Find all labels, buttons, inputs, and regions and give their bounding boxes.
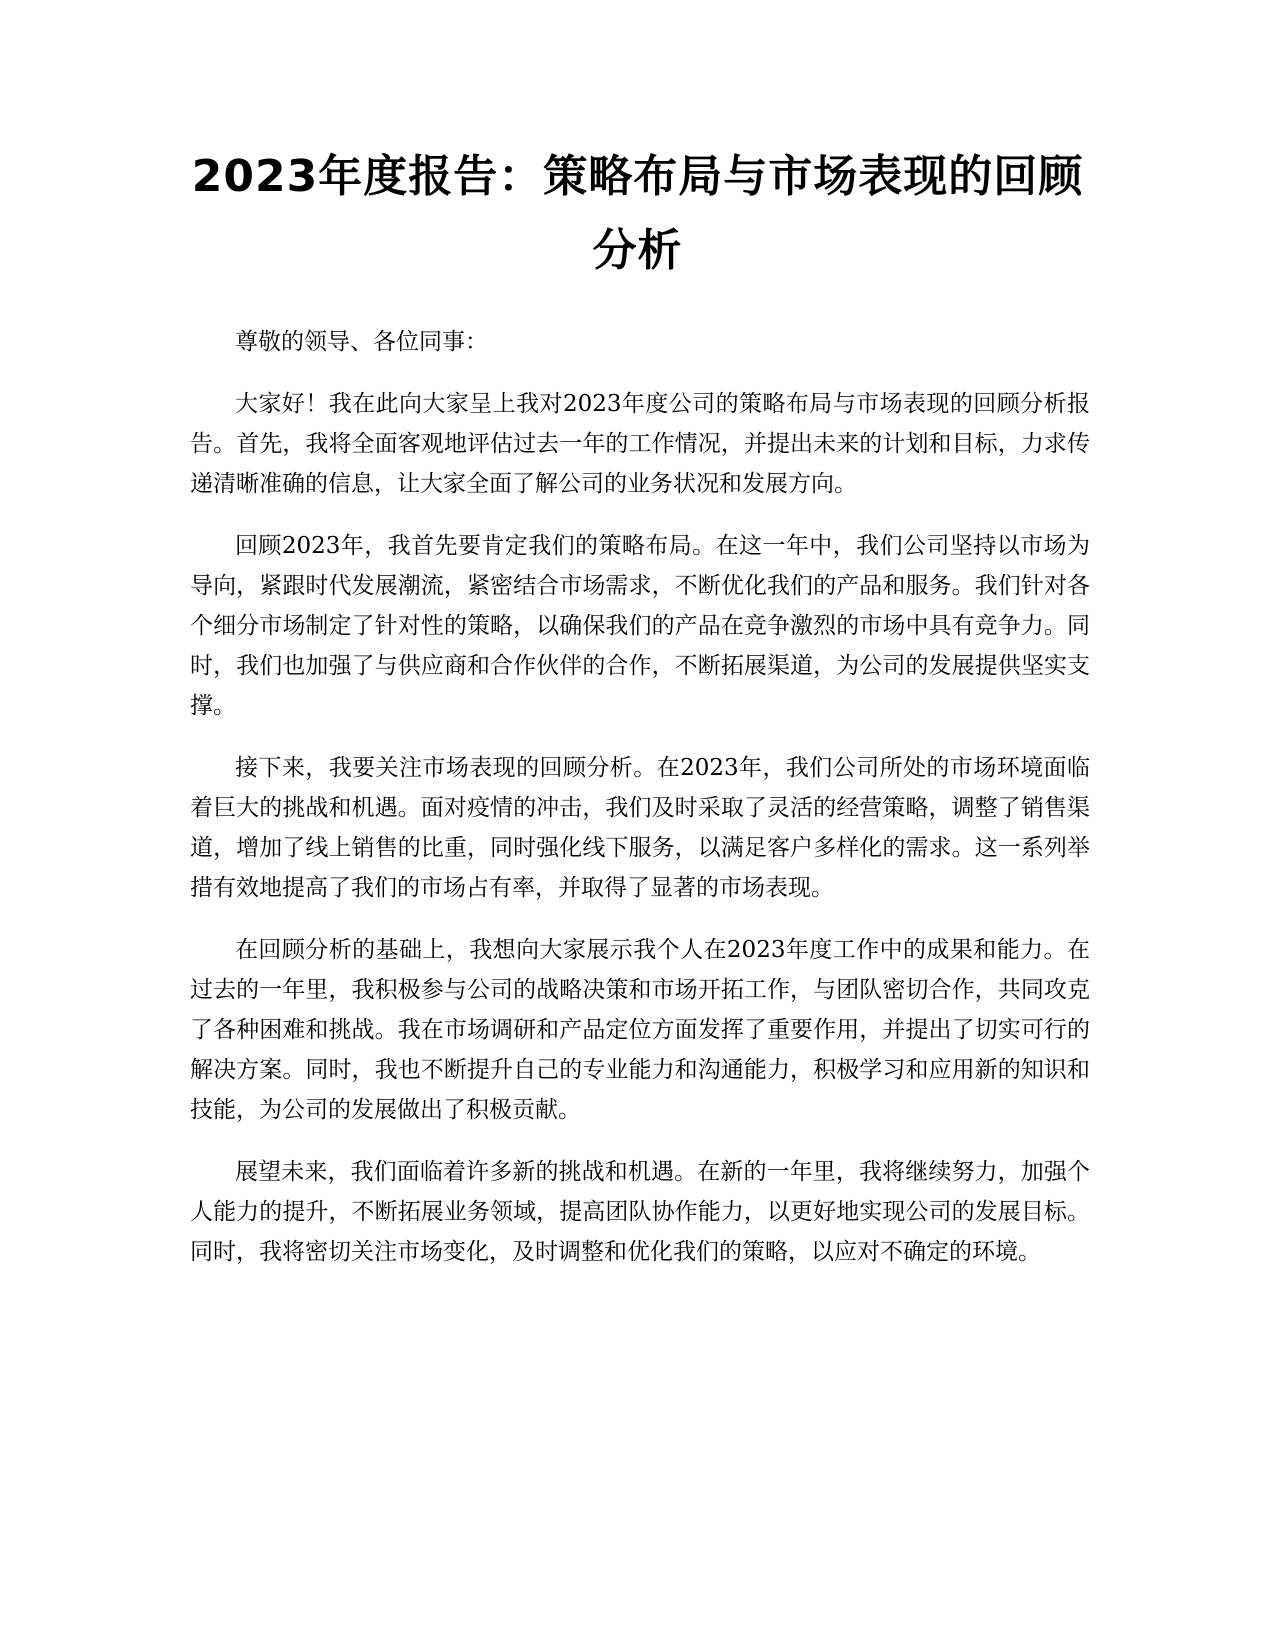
document-title: 2023年度报告：策略布局与市场表现的回顾分析 (191, 151, 1084, 276)
paragraph-5: 展望未来，我们面临着许多新的挑战和机遇。在新的一年里，我将继续努力，加强个人能力的提升，不断拓展业务领域，提高团队协作能力，以更好地实现公司的发展目标。同时，我将密切关注市场变化，及时调整和优化我们的策略，以应对不确定的环境。 (190, 1159, 1090, 1265)
paragraph-4: 在回顾分析的基础上，我想向大家展示我个人在2023年度工作中的成果和能力。在过去的一年里，我积极参与公司的战略决策和市场开拓工作，与团队密切合作，共同攻克了各种困难和挑战。我在市场调研和产品定位方面发挥了重要作用，并提出了切实可行的解决方案。同时，我也不断提升自己的专业能力和沟通能力，积极学习和应用新的知识和技能，为公司的发展做出了积极贡献。 (190, 937, 1090, 1123)
document-body (190, 322, 1090, 1294)
paragraph-1: 大家好！我在此向大家呈上我对2023年度公司的策略布局与市场表现的回顾分析报告。首先，我将全面客观地评估过去一年的工作情况，并提出未来的计划和目标，力求传递清晰准确的信息，让大家全面了解公司的业务状况和发展方向。 (190, 391, 1090, 497)
salutation: 尊敬的领导、各位同事： (235, 329, 488, 355)
paragraph-3: 接下来，我要关注市场表现的回顾分析。在2023年，我们公司所处的市场环境面临着巨大的挑战和机遇。面对疫情的冲击，我们及时采取了灵活的经营策略，调整了销售渠道，增加了线上销售的比重，同时强化线下服务，以满足客户多样化的需求。这一系列举措有效地提高了我们的市场占有率，并取得了显著的市场表现。 (190, 755, 1090, 901)
paragraph-2: 回顾2023年，我首先要肯定我们的策略布局。在这一年中，我们公司坚持以市场为导向，紧跟时代发展潮流，紧密结合市场需求，不断优化我们的产品和服务。我们针对各个细分市场制定了针对性的策略，以确保我们的产品在竞争激烈的市场中具有竞争力。同时，我们也加强了与供应商和合作伙伴的合作，不断拓展渠道，为公司的发展提供坚实支撑。 (190, 533, 1090, 719)
